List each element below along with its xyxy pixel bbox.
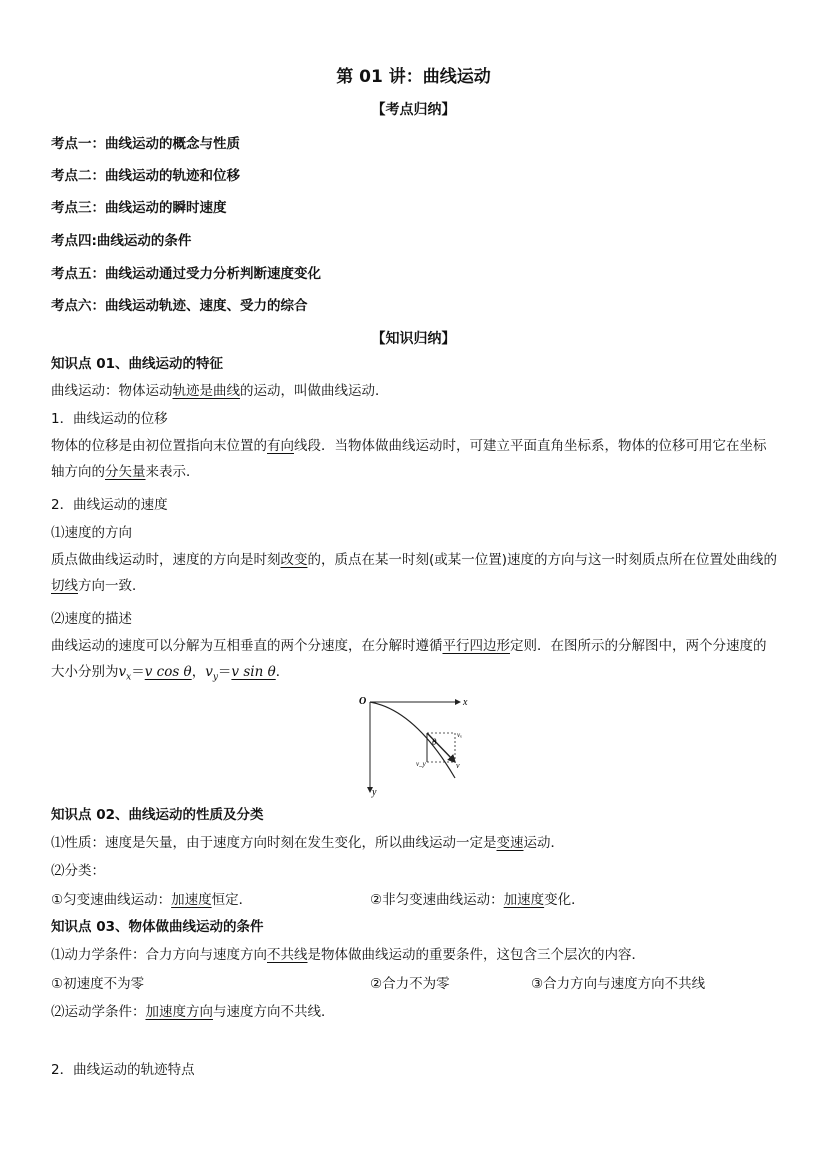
kp3-title: 知识点 03、物体做曲线运动的条件 xyxy=(51,919,264,935)
origin-label: O xyxy=(359,696,367,707)
kp2-classification: ⑵分类： xyxy=(51,863,105,879)
trajectory-curve xyxy=(370,702,455,778)
kp1-definition: 曲线运动：物体运动轨迹是曲线的运动，叫做曲线运动． xyxy=(51,383,389,399)
s1-title: 1．曲线运动的位移 xyxy=(51,411,168,427)
vx-label: vₓ xyxy=(457,731,463,739)
exam-point-5: 考点五：曲线运动通过受力分析判断速度变化 xyxy=(51,266,321,282)
exam-point-4: 考点四:曲线运动的条件 xyxy=(51,233,192,249)
s2-1-paragraph: 质点做曲线运动时，速度的方向是时刻改变的，质点在某一时刻(或某一位置)速度的方向与这一时刻质点所在位置处曲线的切线方向一致． xyxy=(51,552,778,594)
vy-formula: $v_y=v$ sin θ xyxy=(205,664,276,683)
exam-summary-heading: 【考点归纳】 xyxy=(371,102,456,118)
page-title: 第 01 讲：曲线运动 xyxy=(336,67,491,87)
exam-point-1: 考点一：曲线运动的概念与性质 xyxy=(51,136,240,152)
kp2-class-1: ①匀变速曲线运动：加速度恒定． xyxy=(51,892,253,908)
velocity-decomposition-diagram xyxy=(355,690,475,798)
kp3-level-3: ③合力方向与速度方向不共线 xyxy=(531,976,706,992)
x-axis-label: x xyxy=(463,697,468,708)
vy-label: v_y xyxy=(416,760,426,768)
kp2-class-2: ②非匀变速曲线运动：加速度变化． xyxy=(370,892,585,908)
s1-paragraph: 物体的位移是由初位置指向末位置的有向线段．当物体做曲线运动时，可建立平面直角坐标系，物体的位移可用它在坐标轴方向的分矢量来表示． xyxy=(51,438,767,480)
kp3-dynamics: ⑴动力学条件：合力方向与速度方向不共线是物体做曲线运动的重要条件，这包含三个层次的内容． xyxy=(51,947,645,963)
kp3-level-1: ①初速度不为零 xyxy=(51,976,145,992)
kp2-property: ⑴性质：速度是矢量，由于速度方向时刻在发生变化，所以曲线运动一定是变速运动． xyxy=(51,835,564,851)
vx-formula: $v_x=v$ cos θ xyxy=(118,664,192,683)
v-label: v xyxy=(456,761,460,770)
exam-point-2: 考点二：曲线运动的轨迹和位移 xyxy=(51,168,240,184)
s2-1-title: ⑴速度的方向 xyxy=(51,525,132,541)
exam-point-6: 考点六：曲线运动轨迹、速度、受力的综合 xyxy=(51,298,308,314)
y-axis-label: y xyxy=(372,787,377,798)
kp2-title: 知识点 02、曲线运动的性质及分类 xyxy=(51,807,264,823)
s2-title: 2．曲线运动的速度 xyxy=(51,497,168,513)
trajectory-section-title: 2．曲线运动的轨迹特点 xyxy=(51,1062,195,1078)
kp3-kinematics: ⑵运动学条件：加速度方向与速度方向不共线． xyxy=(51,1004,335,1020)
exam-point-3: 考点三：曲线运动的瞬时速度 xyxy=(51,200,227,216)
s2-2-paragraph: 曲线运动的速度可以分解为互相垂直的两个分速度，在分解时遵循平行四边形定则．在图所示的分解图中，两个分速度的大小分别为$v_x=v$ cos θ，$v_y=v$ sin θ． xyxy=(51,638,767,683)
angle-label: θ xyxy=(432,737,437,747)
knowledge-heading: 【知识归纳】 xyxy=(371,331,456,347)
s2-2-title: ⑵速度的描述 xyxy=(51,611,132,627)
kp3-level-2: ②合力不为零 xyxy=(370,976,450,992)
kp1-title: 知识点 01、曲线运动的特征 xyxy=(51,356,223,372)
